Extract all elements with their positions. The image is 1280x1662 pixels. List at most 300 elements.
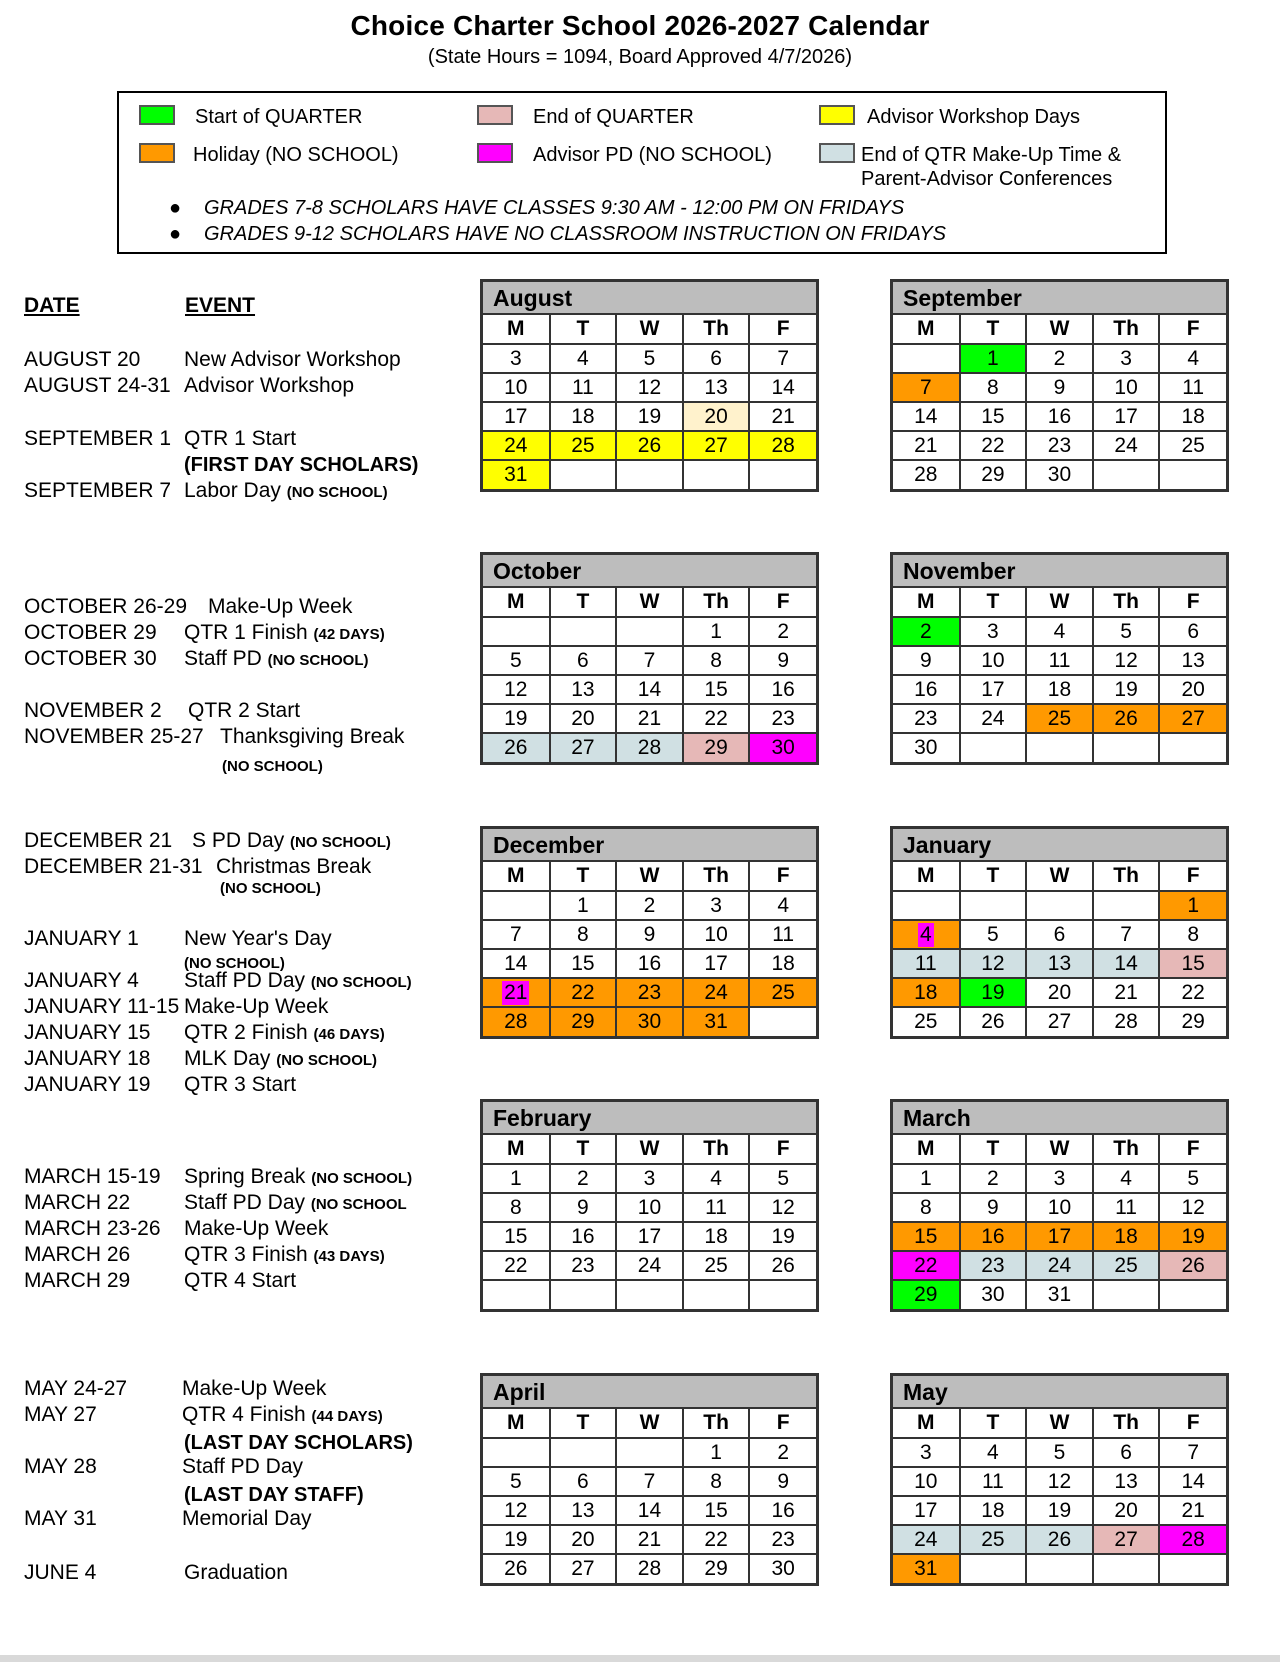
- day-cell: [683, 1222, 750, 1251]
- day-cell: [1093, 675, 1160, 704]
- day-cell: [893, 1280, 960, 1309]
- day-number: 2: [919, 619, 932, 643]
- event-name: [208, 594, 352, 620]
- day-number: 20: [704, 404, 728, 428]
- day-number: 24: [704, 980, 728, 1004]
- day-cell: [749, 1525, 816, 1554]
- day-number: 18: [1047, 677, 1072, 701]
- calendar-april: [480, 1373, 819, 1586]
- event-name: [184, 1190, 407, 1218]
- day-cell: [550, 1438, 617, 1467]
- day-cell: [683, 1438, 750, 1467]
- day-number: 15: [504, 1224, 528, 1248]
- day-cell: [960, 402, 1027, 431]
- day-cell: [550, 1525, 617, 1554]
- event-name-text: QTR 4 Finish: [182, 1403, 306, 1426]
- day-number: 1: [1187, 893, 1200, 917]
- day-number: 28: [637, 1557, 662, 1580]
- day-number: 12: [981, 951, 1005, 975]
- day-cell: [550, 1554, 617, 1583]
- day-cell: [550, 646, 617, 675]
- day-number: 11: [1115, 1195, 1137, 1219]
- weekday-header: M: [483, 588, 550, 617]
- event-date: MAY 24-27: [24, 1377, 128, 1400]
- weekday-header: T: [960, 1135, 1027, 1164]
- day-number: 24: [914, 1527, 938, 1551]
- day-cell: [616, 1280, 683, 1309]
- day-number: 6: [577, 648, 589, 672]
- day-number: 12: [504, 677, 528, 701]
- day-cell: [550, 704, 617, 733]
- day-cell: [683, 460, 750, 489]
- day-number: 3: [1120, 346, 1132, 370]
- day-number: 3: [987, 619, 999, 643]
- day-cell: [550, 431, 617, 460]
- day-number: 5: [1187, 1166, 1200, 1190]
- day-cell: [749, 344, 816, 373]
- day-cell: [616, 460, 683, 489]
- day-cell: [683, 1467, 750, 1496]
- day-cell: [683, 1554, 750, 1583]
- day-number: 25: [1181, 433, 1205, 457]
- day-cell: [550, 617, 617, 646]
- day-number: 19: [637, 404, 662, 428]
- day-cell: [749, 1496, 816, 1525]
- day-cell: [483, 402, 550, 431]
- day-number: 20: [1181, 677, 1205, 701]
- day-cell: [893, 1251, 960, 1280]
- day-number: 18: [914, 980, 938, 1004]
- legend-label: Advisor Workshop Days: [867, 106, 1081, 128]
- day-cell: [1093, 1496, 1160, 1525]
- day-cell: [893, 402, 960, 431]
- day-number: 28: [771, 433, 795, 457]
- day-cell: [483, 1496, 550, 1525]
- day-cell: [1159, 1007, 1226, 1036]
- day-cell: [1093, 1193, 1160, 1222]
- day-number: 1: [710, 1440, 722, 1464]
- day-cell: [749, 675, 816, 704]
- month-table: [483, 862, 816, 1036]
- day-cell: [893, 1554, 960, 1583]
- event-name-text: S PD Day: [192, 829, 285, 852]
- event-name: [216, 854, 371, 880]
- day-number: 26: [981, 1010, 1005, 1033]
- day-number: 28: [637, 736, 662, 759]
- day-cell: [1026, 402, 1093, 431]
- day-cell: [483, 1007, 550, 1036]
- weekday-header: F: [1159, 1409, 1226, 1438]
- day-number: 7: [777, 346, 790, 370]
- event-note: (46 DAYS): [313, 1026, 385, 1043]
- day-number: 16: [981, 1224, 1005, 1248]
- event-date: JANUARY 11-15: [24, 995, 180, 1018]
- day-cell: [550, 373, 617, 402]
- day-number: 30: [1047, 463, 1072, 486]
- day-cell: [1093, 617, 1160, 646]
- day-cell: [550, 1251, 617, 1280]
- weekday-header: Th: [683, 1409, 750, 1438]
- day-cell: [683, 646, 750, 675]
- day-cell: [550, 1164, 617, 1193]
- day-cell: [1026, 704, 1093, 733]
- day-cell: [749, 1467, 816, 1496]
- event-name-text: Staff PD Day: [184, 969, 305, 992]
- day-number: 13: [1181, 648, 1205, 672]
- day-cell: [483, 1222, 550, 1251]
- weekday-header: W: [616, 1135, 683, 1164]
- weekday-header: Th: [1093, 1409, 1160, 1438]
- day-cell: [960, 1467, 1027, 1496]
- day-cell: [1159, 675, 1226, 704]
- day-cell: [749, 1280, 816, 1309]
- day-number: 14: [504, 951, 528, 975]
- day-number: 9: [777, 648, 790, 672]
- day-cell: [616, 675, 683, 704]
- day-number: 16: [637, 951, 662, 975]
- weekday-header: F: [1159, 588, 1226, 617]
- day-cell: [616, 617, 683, 646]
- day-cell: [1093, 1525, 1160, 1554]
- weekday-header: M: [483, 1409, 550, 1438]
- day-cell: [616, 402, 683, 431]
- day-number: 7: [1120, 922, 1132, 946]
- page-subtitle: (State Hours = 1094, Board Approved 4/7/2026): [427, 46, 853, 68]
- event-date: MARCH 26: [24, 1243, 131, 1266]
- event-subline: (LAST DAY STAFF): [184, 1484, 364, 1506]
- day-number: 7: [509, 922, 522, 946]
- day-number: 28: [1114, 1010, 1138, 1033]
- day-number: 28: [914, 463, 938, 486]
- event-name-text: Advisor Workshop: [184, 374, 355, 397]
- day-number: 25: [771, 980, 795, 1004]
- day-number: 4: [710, 1166, 722, 1190]
- day-cell: [1159, 1280, 1226, 1309]
- event-name-text: Graduation: [184, 1561, 288, 1584]
- day-number: 6: [1120, 1440, 1132, 1464]
- day-cell: [483, 617, 550, 646]
- day-cell: [1159, 1554, 1226, 1583]
- day-number: 7: [919, 375, 932, 399]
- day-cell: [616, 646, 683, 675]
- day-number: 27: [1114, 1527, 1138, 1551]
- day-cell: [960, 1438, 1027, 1467]
- weekday-header: Th: [683, 588, 750, 617]
- day-number: 29: [571, 1010, 595, 1033]
- weekday-header: M: [893, 588, 960, 617]
- legend-advisor-workshop: [819, 105, 1080, 129]
- legend-label: End of QUARTER: [533, 106, 694, 128]
- day-cell: [893, 460, 960, 489]
- month-name: March: [893, 1102, 1226, 1135]
- day-cell: [749, 1222, 816, 1251]
- event-name: [182, 1402, 383, 1430]
- day-cell: [1159, 1164, 1226, 1193]
- month-name: November: [893, 555, 1226, 588]
- day-number: 21: [637, 1527, 662, 1551]
- day-number: 25: [914, 1010, 938, 1033]
- day-cell: [550, 1280, 617, 1309]
- weekday-header: W: [616, 315, 683, 344]
- month-table: [483, 1135, 816, 1309]
- day-cell: [893, 373, 960, 402]
- weekday-header: T: [960, 315, 1027, 344]
- day-cell: [1159, 460, 1226, 489]
- day-number: 15: [704, 1498, 728, 1522]
- day-cell: [616, 373, 683, 402]
- day-cell: [893, 1007, 960, 1036]
- day-cell: [1026, 373, 1093, 402]
- day-cell: [1026, 431, 1093, 460]
- day-cell: [749, 733, 816, 762]
- day-cell: [550, 891, 617, 920]
- day-cell: [683, 617, 750, 646]
- day-number: 11: [571, 375, 594, 399]
- day-cell: [483, 646, 550, 675]
- day-cell: [616, 1496, 683, 1525]
- month-name: December: [483, 829, 816, 862]
- event-name: [182, 1376, 326, 1402]
- day-cell: [616, 1525, 683, 1554]
- day-number: 9: [1053, 375, 1066, 399]
- day-cell: [683, 978, 750, 1007]
- day-number: 31: [704, 1010, 728, 1033]
- day-cell: [683, 704, 750, 733]
- day-cell: [616, 733, 683, 762]
- day-number: 8: [710, 648, 722, 672]
- day-number: 17: [981, 677, 1005, 701]
- day-number: 21: [914, 433, 938, 457]
- day-number: 12: [1114, 648, 1138, 672]
- day-number: 23: [1047, 433, 1072, 457]
- day-cell: [616, 1007, 683, 1036]
- day-cell: [550, 920, 617, 949]
- event-date: DECEMBER 21-31: [24, 855, 203, 878]
- day-number: 18: [981, 1498, 1005, 1522]
- day-cell: [960, 704, 1027, 733]
- month-table: [893, 588, 1226, 762]
- day-number: 26: [504, 736, 528, 759]
- day-cell: [960, 460, 1027, 489]
- day-cell: [483, 1525, 550, 1554]
- day-number: 1: [710, 619, 722, 643]
- day-number: 26: [637, 433, 662, 457]
- day-cell: [960, 373, 1027, 402]
- day-number: 7: [643, 648, 656, 672]
- event-date: JANUARY 18: [24, 1047, 151, 1070]
- event-name: [182, 1506, 312, 1532]
- day-number: 8: [577, 922, 589, 946]
- day-cell: [893, 891, 960, 920]
- day-cell: [960, 978, 1027, 1007]
- day-cell: [483, 1554, 550, 1583]
- day-cell: [1159, 1467, 1226, 1496]
- event-date: OCTOBER 30: [24, 647, 157, 670]
- day-cell: [1093, 978, 1160, 1007]
- day-number: 5: [777, 1166, 790, 1190]
- legend-bullet: ● GRADES 9-12 SCHOLARS HAVE NO CLASSROOM INSTRUCTION ON FRIDAYS: [169, 223, 946, 245]
- day-number: 4: [1187, 346, 1200, 370]
- day-cell: [960, 675, 1027, 704]
- day-number: 14: [914, 404, 938, 428]
- day-cell: [1093, 344, 1160, 373]
- legend-label: [861, 143, 1121, 191]
- day-number: 5: [509, 1469, 522, 1493]
- day-number: 2: [777, 619, 790, 643]
- event-name-text: QTR 3 Start: [184, 1073, 297, 1096]
- day-cell: [749, 646, 816, 675]
- day-number: 19: [1047, 1498, 1072, 1522]
- day-cell: [1159, 402, 1226, 431]
- day-number: 5: [987, 922, 999, 946]
- weekday-header: W: [1026, 588, 1093, 617]
- day-number: 30: [637, 1010, 662, 1033]
- day-number: 14: [637, 1498, 662, 1522]
- day-cell: [893, 949, 960, 978]
- day-number: 16: [771, 1498, 795, 1522]
- calendar-march: [890, 1099, 1229, 1312]
- day-number: 6: [1187, 619, 1200, 643]
- event-note: (NO SCHOOL): [286, 484, 388, 501]
- day-number: 22: [504, 1253, 528, 1277]
- day-cell: [1026, 1193, 1093, 1222]
- day-number: 22: [704, 706, 728, 730]
- day-cell: [1093, 402, 1160, 431]
- weekday-header: W: [616, 862, 683, 891]
- day-number: 15: [914, 1224, 938, 1248]
- day-cell: [960, 949, 1027, 978]
- calendar-december: [480, 826, 819, 1039]
- event-name-text: Staff PD Day: [182, 1455, 303, 1478]
- day-cell: [960, 920, 1027, 949]
- day-number: 21: [504, 980, 528, 1004]
- day-number: 16: [571, 1224, 595, 1248]
- page-bottom-rule: [0, 1655, 1280, 1662]
- day-number: 10: [914, 1469, 938, 1493]
- day-number: 18: [704, 1224, 728, 1248]
- day-number: 28: [1181, 1527, 1205, 1551]
- event-name-text: New Advisor Workshop: [184, 348, 401, 371]
- day-cell: [683, 733, 750, 762]
- day-number: 22: [981, 433, 1005, 457]
- event-name-text: QTR 4 Start: [184, 1269, 297, 1292]
- month-name: May: [893, 1376, 1226, 1409]
- day-cell: [1093, 1280, 1160, 1309]
- calendar-may: [890, 1373, 1229, 1586]
- event-name: [184, 426, 296, 452]
- weekday-header: T: [960, 1409, 1027, 1438]
- day-number: 23: [771, 1527, 795, 1551]
- bullet-text: GRADES 9-12 SCHOLARS HAVE NO CLASSROOM INSTRUCTION ON FRIDAYS: [204, 223, 946, 245]
- day-number: 15: [1181, 951, 1205, 975]
- event-note: (42 DAYS): [313, 626, 385, 643]
- day-cell: [483, 431, 550, 460]
- day-number: 6: [1053, 922, 1066, 946]
- day-cell: [960, 646, 1027, 675]
- legend-swatch: [477, 143, 513, 163]
- day-number: 27: [704, 433, 728, 457]
- day-cell: [1026, 891, 1093, 920]
- day-number: 19: [1181, 1224, 1205, 1248]
- day-number: 4: [777, 893, 790, 917]
- date-header: DATE: [24, 294, 80, 317]
- day-number: 4: [1053, 619, 1066, 643]
- event-name-text: QTR 2 Start: [188, 699, 301, 722]
- day-cell: [1026, 1467, 1093, 1496]
- day-number: 7: [1187, 1440, 1200, 1464]
- day-cell: [893, 1222, 960, 1251]
- legend-holiday: [139, 143, 399, 167]
- day-cell: [893, 920, 960, 949]
- day-number: 2: [987, 1166, 999, 1190]
- day-number: 19: [771, 1224, 795, 1248]
- event-date: MAY 27: [24, 1403, 97, 1426]
- event-note: (NO SCHOOL: [310, 1196, 407, 1213]
- day-number: 11: [772, 922, 795, 946]
- day-cell: [483, 949, 550, 978]
- day-cell: [483, 978, 550, 1007]
- day-number: 18: [1181, 404, 1205, 428]
- day-cell: [483, 733, 550, 762]
- day-cell: [1026, 1438, 1093, 1467]
- day-number: 1: [577, 893, 589, 917]
- day-number: 8: [987, 375, 999, 399]
- weekday-header: Th: [1093, 315, 1160, 344]
- event-name-text: MLK Day: [184, 1047, 271, 1070]
- month-name: April: [483, 1376, 816, 1409]
- event-date: MARCH 15-19: [24, 1165, 161, 1188]
- day-cell: [1159, 1438, 1226, 1467]
- month-table: [893, 315, 1226, 489]
- day-cell: [1093, 949, 1160, 978]
- day-cell: [749, 1438, 816, 1467]
- day-cell: [616, 1251, 683, 1280]
- weekday-header: M: [893, 862, 960, 891]
- weekday-header: Th: [683, 315, 750, 344]
- legend-swatch: [819, 105, 855, 125]
- weekday-header: W: [1026, 1409, 1093, 1438]
- day-cell: [683, 1525, 750, 1554]
- day-number: 23: [571, 1253, 595, 1277]
- event-name: [184, 1072, 296, 1098]
- day-number: 12: [1181, 1195, 1205, 1219]
- day-cell: [1159, 978, 1226, 1007]
- day-number: 9: [577, 1195, 589, 1219]
- day-number: 2: [577, 1166, 589, 1190]
- calendar-february: [480, 1099, 819, 1312]
- day-number: 30: [981, 1283, 1005, 1306]
- legend-swatch: [139, 105, 175, 125]
- calendar-january: [890, 826, 1229, 1039]
- event-date: JANUARY 4: [24, 969, 139, 992]
- event-subline: (NO SCHOOL): [220, 880, 321, 897]
- day-cell: [960, 1164, 1027, 1193]
- day-cell: [960, 344, 1027, 373]
- day-cell: [683, 1007, 750, 1036]
- legend-end-quarter: [477, 105, 694, 129]
- weekday-header: Th: [683, 862, 750, 891]
- event-name: [220, 724, 404, 750]
- day-number: 24: [637, 1253, 662, 1277]
- weekday-header: M: [483, 315, 550, 344]
- day-number: 10: [504, 375, 528, 399]
- day-cell: [893, 704, 960, 733]
- calendar-september: [890, 279, 1229, 492]
- day-cell: [1159, 646, 1226, 675]
- day-cell: [483, 344, 550, 373]
- event-date: MAY 28: [24, 1455, 97, 1478]
- day-number: 10: [704, 922, 728, 946]
